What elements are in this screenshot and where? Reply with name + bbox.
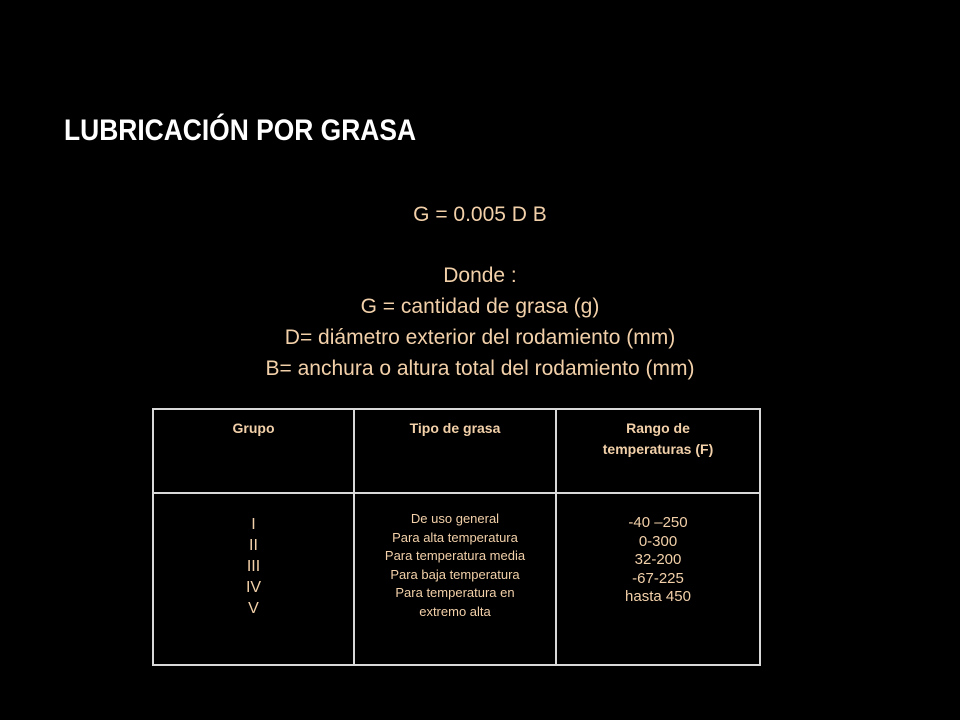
header-rango-line: Rango de bbox=[626, 420, 690, 436]
legend-donde: Donde : bbox=[443, 264, 517, 287]
grupo-value: IV bbox=[245, 579, 262, 596]
legend-d-definition: D= diámetro exterior del rodamiento (mm) bbox=[284, 326, 676, 349]
tipo-value: Para temperatura media bbox=[384, 548, 526, 563]
rango-value: -40 –250 bbox=[628, 514, 688, 531]
tipo-value: extremo alta bbox=[419, 603, 491, 619]
cell-tipos bbox=[354, 493, 556, 665]
legend-b-definition: B= anchura o altura total del rodamiento (mm) bbox=[265, 357, 695, 380]
slide-title: LUBRICACIÓN POR GRASA bbox=[64, 114, 417, 147]
header-grupo: Grupo bbox=[153, 409, 354, 493]
table-header-row bbox=[153, 409, 760, 493]
rango-value: 0-300 bbox=[638, 532, 678, 550]
grupo-value: II bbox=[249, 537, 258, 554]
tipo-value: Para baja temperatura bbox=[390, 566, 520, 582]
rango-value: 32-200 bbox=[634, 551, 682, 568]
header-rango-line: temperaturas (F) bbox=[602, 441, 714, 457]
rango-value: hasta 450 bbox=[625, 588, 691, 605]
grupo-value: V bbox=[248, 600, 259, 617]
header-tipo-de-grasa: Tipo de grasa bbox=[354, 409, 556, 493]
cell-grupos bbox=[153, 493, 354, 665]
grease-table bbox=[152, 408, 761, 666]
cell-rangos bbox=[556, 493, 760, 665]
header-rango-temperaturas bbox=[556, 409, 760, 493]
tipo-value: Para temperatura en bbox=[395, 585, 515, 600]
formula: G = 0.005 D B bbox=[413, 203, 547, 226]
tipo-value: Para alta temperatura bbox=[392, 529, 518, 545]
tipo-value: De uso general bbox=[410, 511, 500, 526]
formula-legend bbox=[0, 260, 960, 384]
grupo-value: I bbox=[251, 516, 256, 533]
grupo-value: III bbox=[246, 558, 261, 575]
rango-value: -67-225 bbox=[632, 569, 684, 587]
legend-g-definition: G = cantidad de grasa (g) bbox=[360, 295, 600, 318]
table-row bbox=[153, 493, 760, 665]
